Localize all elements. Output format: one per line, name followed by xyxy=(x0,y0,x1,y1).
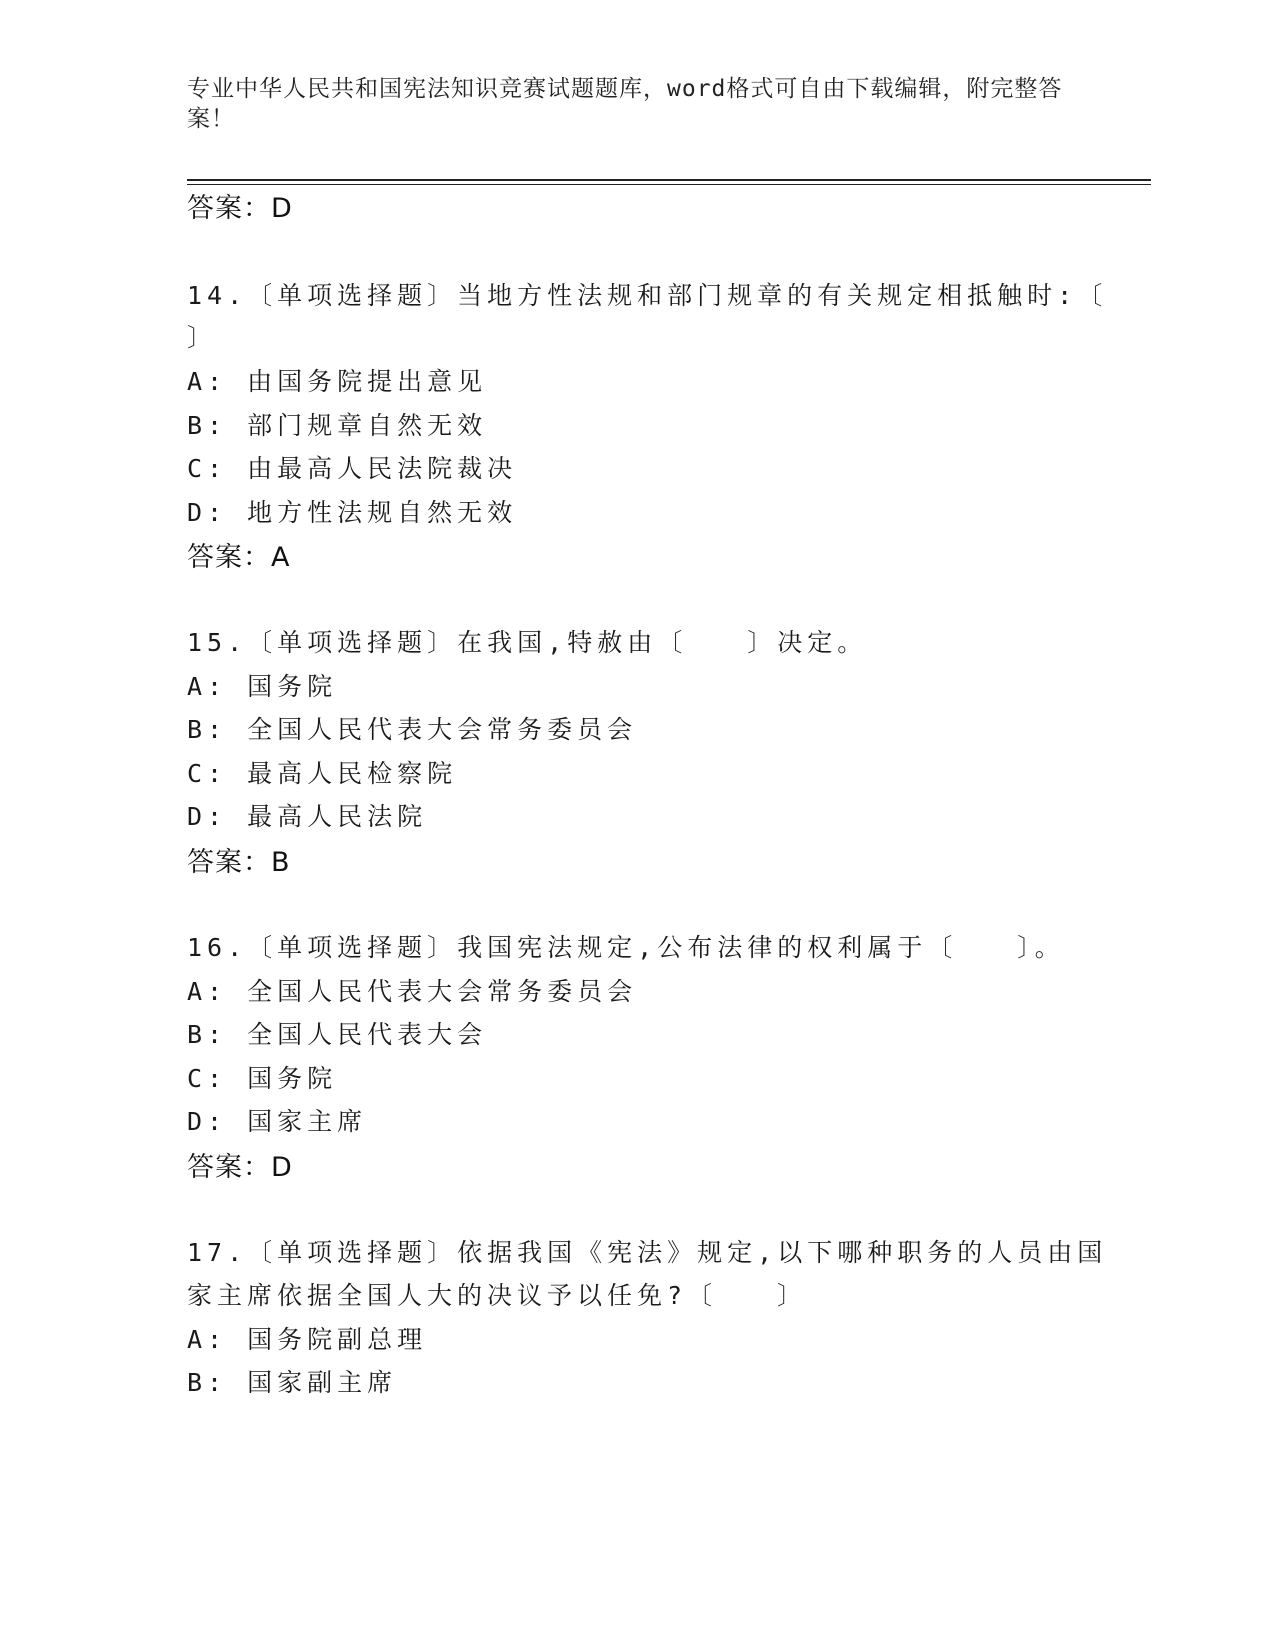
answer-line: 答案：A xyxy=(187,542,291,573)
question-stem-continued: 〕 xyxy=(187,323,218,352)
option-b: B: 部门规章自然无效 xyxy=(187,411,488,440)
question-stem-continued: 家主席依据全国人大的决议予以任免?〔 〕 xyxy=(187,1281,808,1310)
answer-line: 答案：D xyxy=(187,1152,293,1183)
option-c: C: 国务院 xyxy=(187,1064,338,1093)
option-d: D: 最高人民法院 xyxy=(187,802,428,831)
question-stem: 15.〔单项选择题〕在我国,特赦由〔 〕决定。 xyxy=(187,628,868,657)
option-b: B: 全国人民代表大会 xyxy=(187,1020,488,1049)
question-stem: 14.〔单项选择题〕当地方性法规和部门规章的有关规定相抵触时:〔 xyxy=(187,281,1108,310)
option-b: B: 全国人民代表大会常务委员会 xyxy=(187,715,638,744)
document-header: 专业中华人民共和国宪法知识竞赛试题题库，word格式可自由下载编辑，附完整答案！ xyxy=(187,76,1063,132)
option-a: A: 全国人民代表大会常务委员会 xyxy=(187,977,638,1006)
option-d: D: 地方性法规自然无效 xyxy=(187,498,518,527)
option-a: A: 国务院副总理 xyxy=(187,1325,428,1354)
option-c: C: 由最高人民法院裁决 xyxy=(187,454,518,483)
option-d: D: 国家主席 xyxy=(187,1107,368,1136)
header-rule-thin xyxy=(187,184,1151,185)
question-stem: 16.〔单项选择题〕我国宪法规定,公布法律的权利属于〔 〕。 xyxy=(187,933,1065,962)
option-a: A: 由国务院提出意见 xyxy=(187,367,488,396)
question-stem: 17.〔单项选择题〕依据我国《宪法》规定,以下哪种职务的人员由国 xyxy=(187,1238,1108,1267)
option-b: B: 国家副主席 xyxy=(187,1368,398,1397)
header-rule-thick xyxy=(187,179,1151,181)
option-a: A: 国务院 xyxy=(187,672,338,701)
answer-line: 答案：B xyxy=(187,847,291,878)
answer-line: 答案：D xyxy=(187,193,293,224)
option-c: C: 最高人民检察院 xyxy=(187,759,458,788)
